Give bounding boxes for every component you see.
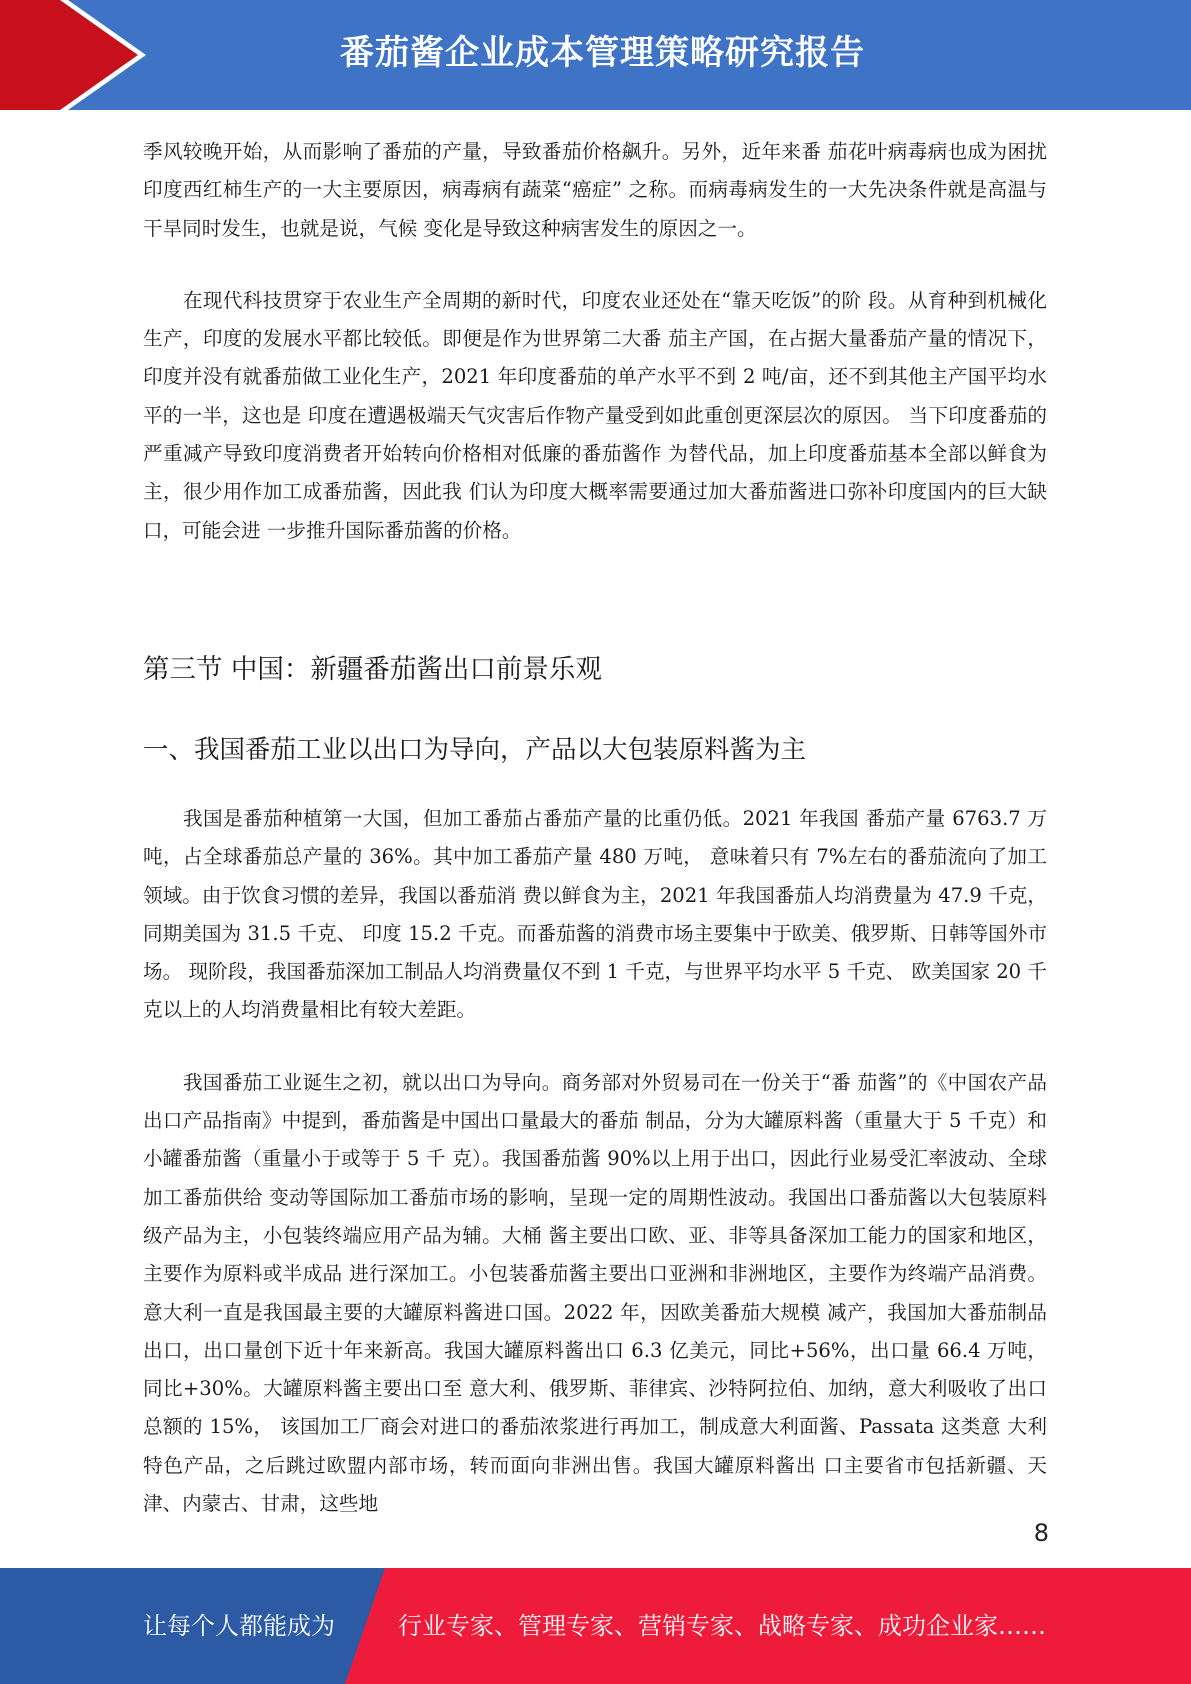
paragraph-2: 在现代科技贯穿于农业生产全周期的新时代，印度农业还处在“靠天吃饭”的阶 段。从育种到机械化生产，印度的发展水平都比较低。即便是作为世界第二大番 茄主产国，在占据大量番茄产量的情况下，印度并没有就番茄做工业化生产，2021 年印度番茄的单产水平不到 2 吨/亩，还不到其他主产国平均水平的一半，这也是 印度在遭遇极端天气灾害后作物产量受到如此重创更深层次的原因。 当下印度番茄的严重减产导致印度消费者开始转向价格相对低廉的番茄酱作 为替代品，加上印度番茄基本全部以鲜食为主，很少用作加工成番茄酱，因此我 们认为印度大概率需要通过加大番茄酱进口弥补印度国内的巨大缺口，可能会进 一步推升国际番茄酱的价格。 [143, 288, 1047, 542]
page-footer [0, 1568, 1191, 1684]
paragraph-1: 季风较晚开始，从而影响了番茄的产量，导致番茄价格飙升。另外，近年来番 茄花叶病毒病也成为困扰印度西红柿生产的一大主要原因，病毒病有蔬菜“癌症” 之称。而病毒病发生的一大先决条件就是高温与干旱同时发生，也就是说，气候 变化是导致这种病害发生的原因之一。 [143, 140, 1047, 240]
footer-slogan-right: 行业专家、管理专家、营销专家、战略专家、成功企业家…… [398, 1612, 1046, 1640]
paragraph-3: 我国是番茄种植第一大国，但加工番茄占番茄产量的比重仍低。2021 年我国 番茄产量 6763.7 万吨，占全球番茄总产量的 36%。其中加工番茄产量 480 万吨， 意味着只有 7%左右的番茄流向了加工领域。由于饮食习惯的差异，我国以番茄消 费以鲜食为主，2021 年我国番茄人均消费量为 47.9 千克，同期美国为 31.5 千克、 印度 15.2 千克。而番茄酱的消费市场主要集中于欧美、俄罗斯、日韩等国外市场。 现阶段，我国番茄深加工制品人均消费量仅不到 1 千克，与世界平均水平 5 千克、 欧美国家 20 千克以上的人均消费量相比有较大差距。 [143, 806, 1047, 1022]
document-body [143, 133, 1047, 1523]
subsection-heading: 一、我国番茄工业以出口为导向，产品以大包装原料酱为主 [143, 734, 807, 765]
report-title: 番茄酱企业成本管理策略研究报告 [340, 33, 865, 73]
paragraph-4: 我国番茄工业诞生之初，就以出口为导向。商务部对外贸易司在一份关于“番 茄酱”的《中国农产品出口产品指南》中提到，番茄酱是中国出口量最大的番茄 制品，分为大罐原料酱（重量大于 5 千克）和小罐番茄酱（重量小于或等于 5 千 克）。我国番茄酱 90%以上用于出口，因此行业易受汇率波动、全球加工番茄供给 变动等国际加工番茄市场的影响，呈现一定的周期性波动。我国出口番茄酱以大包装原料级产品为主，小包装终端应用产品为辅。大桶 酱主要出口欧、亚、非等具备深加工能力的国家和地区，主要作为原料或半成品 进行深加工。小包装番茄酱主要出口亚洲和非洲地区，主要作为终端产品消费。 意大利一直是我国最主要的大罐原料酱进口国。2022 年，因欧美番茄大规模 减产，我国加大番茄制品出口，出口量创下近十年来新高。我国大罐原料酱出口 6.3 亿美元，同比+56%，出口量 66.4 万吨，同比+30%。大罐原料酱主要出口至 意大利、俄罗斯、菲律宾、沙特阿拉伯、加纳，意大利吸收了出口总额的 15%， 该国加工厂商会对进口的番茄浓浆进行再加工，制成意大利面酱、Passata 这类意 大利特色产品，之后跳过欧盟内部市场，转而面向非洲出售。我国大罐原料酱出 口主要省市包括新疆、天津、内蒙古、甘肃，这些地 [143, 1070, 1047, 1516]
page-header [0, 0, 1191, 110]
footer-slogan-left: 让每个人都能成为 [143, 1612, 335, 1640]
section-heading: 第三节 中国：新疆番茄酱出口前景乐观 [143, 653, 602, 685]
page-number: 8 [1033, 1519, 1049, 1547]
